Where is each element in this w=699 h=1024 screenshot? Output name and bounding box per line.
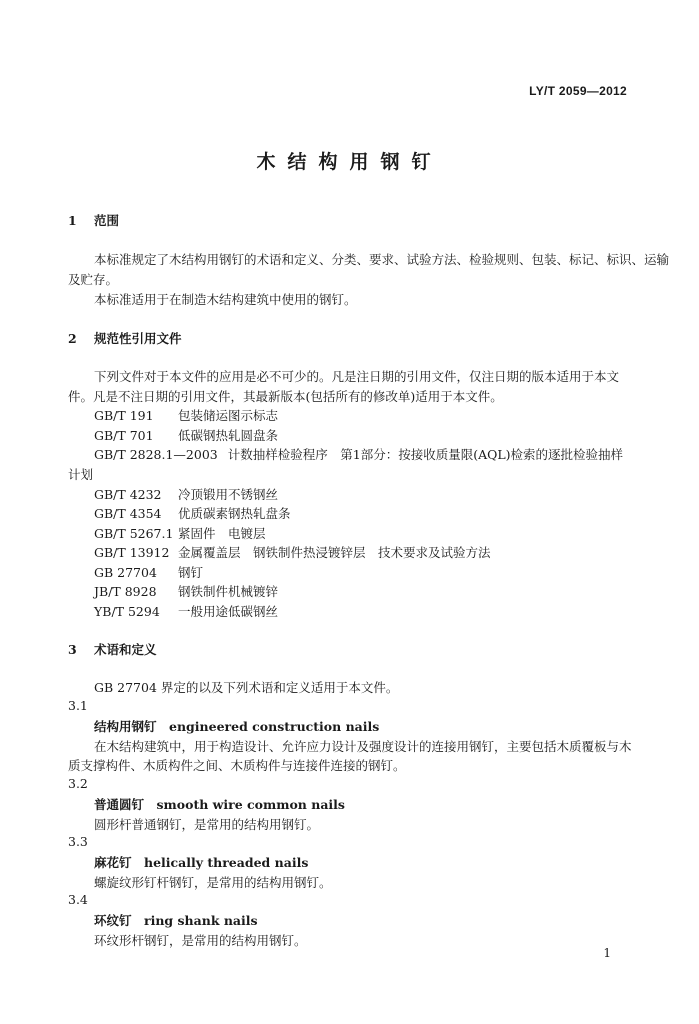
section-title: 术语和定义 bbox=[94, 642, 157, 657]
reference-title: 低碳钢热轧圆盘条 bbox=[178, 428, 279, 443]
reference-item bbox=[94, 543, 491, 561]
reference-code: JB/T 8928 bbox=[94, 584, 157, 599]
document-title: 木结构用钢钉 bbox=[256, 151, 443, 173]
reference-code: YB/T 5294 bbox=[94, 604, 160, 619]
clause-number: 3.4 bbox=[68, 892, 88, 907]
section-number: 2 bbox=[68, 331, 77, 346]
reference-title: 金属覆盖层 钢铁制件热浸镀锌层 技术要求及试验方法 bbox=[178, 545, 491, 560]
reference-item bbox=[94, 582, 278, 600]
term-definition: 在木结构建筑中，用于构造设计、允许应力设计及强度设计的连接用钢钉，主要包括木质覆板与木 bbox=[94, 739, 632, 754]
term-heading: 普通圆钉 smooth wire common nails bbox=[94, 797, 345, 812]
reference-code: GB/T 13912 bbox=[94, 545, 170, 560]
reference-item bbox=[94, 524, 266, 542]
section-3-heading bbox=[68, 640, 157, 658]
reference-title: 优质碳素钢热轧盘条 bbox=[178, 506, 291, 521]
clause-number: 3.3 bbox=[68, 834, 88, 849]
reference-continuation bbox=[68, 465, 93, 483]
section-title: 规范性引用文件 bbox=[94, 331, 182, 346]
clause-number: 3.1 bbox=[68, 698, 88, 713]
reference-item bbox=[94, 406, 278, 424]
section-1-heading bbox=[68, 211, 119, 229]
term-definition: 圆形杆普通钢钉，是常用的结构用钢钉。 bbox=[94, 817, 320, 832]
section-number: 1 bbox=[68, 213, 77, 228]
reference-title: 紧固件 电镀层 bbox=[178, 526, 266, 541]
section-2-heading bbox=[68, 329, 182, 347]
reference-code: GB/T 4354 bbox=[94, 506, 162, 521]
page-number: 1 bbox=[603, 946, 611, 960]
reference-item bbox=[94, 602, 278, 620]
term-definition: 螺旋纹形钉杆钢钉，是常用的结构用钢钉。 bbox=[94, 875, 332, 890]
paragraph: 本标准适用于在制造木结构建筑中使用的钢钉。 bbox=[94, 292, 357, 307]
reference-code: GB 27704 bbox=[94, 565, 157, 580]
paragraph: 及贮存。 bbox=[68, 272, 119, 287]
reference-code: GB/T 191 bbox=[94, 408, 154, 423]
term-heading: 环纹钉 ring shank nails bbox=[94, 913, 258, 928]
reference-code: GB/T 701 bbox=[94, 428, 154, 443]
paragraph: 件。凡是不注日期的引用文件，其最新版本(包括所有的修改单)适用于本文件。 bbox=[68, 389, 503, 404]
reference-item bbox=[94, 563, 203, 581]
reference-code: GB/T 5267.1 bbox=[94, 526, 174, 541]
reference-title: 包装储运图示标志 bbox=[178, 408, 279, 423]
term-heading: 结构用钢钉 engineered construction nails bbox=[94, 719, 380, 734]
paragraph: GB 27704 界定的以及下列术语和定义适用于本文件。 bbox=[94, 680, 399, 695]
reference-code: GB/T 4232 bbox=[94, 487, 162, 502]
section-title: 范围 bbox=[94, 213, 120, 228]
reference-title: 计数抽样检验程序 第1部分：按接收质量限(AQL)检索的逐批检验抽样 bbox=[227, 447, 624, 462]
section-number: 3 bbox=[68, 642, 77, 657]
term-definition: 质支撑构件、木质构件之间、木质构件与连接件连接的钢钉。 bbox=[68, 758, 406, 773]
paragraph: 下列文件对于本文件的应用是必不可少的。凡是注日期的引用文件，仅注日期的版本适用于本文 bbox=[94, 369, 620, 384]
reference-code: GB/T 2828.1—2003 bbox=[94, 447, 218, 462]
term-definition: 环纹形杆钢钉，是常用的结构用钢钉。 bbox=[94, 933, 307, 948]
reference-item bbox=[94, 445, 623, 463]
reference-title: 冷顶锻用不锈钢丝 bbox=[178, 487, 279, 502]
clause-number: 3.2 bbox=[68, 776, 88, 791]
reference-item bbox=[94, 485, 278, 503]
reference-item bbox=[94, 426, 278, 444]
reference-item bbox=[94, 504, 291, 522]
term-heading: 麻花钉 helically threaded nails bbox=[94, 855, 309, 870]
reference-title: 钢铁制件机械镀锌 bbox=[178, 584, 279, 599]
reference-title: 一般用途低碳钢丝 bbox=[178, 604, 279, 619]
standard-number: LY/T 2059—2012 bbox=[529, 84, 627, 98]
reference-title: 计划 bbox=[68, 467, 94, 482]
paragraph: 本标准规定了木结构用钢钉的术语和定义、分类、要求、试验方法、检验规则、包装、标记、标识、运输 bbox=[94, 252, 670, 267]
reference-title: 钢钉 bbox=[178, 565, 204, 580]
